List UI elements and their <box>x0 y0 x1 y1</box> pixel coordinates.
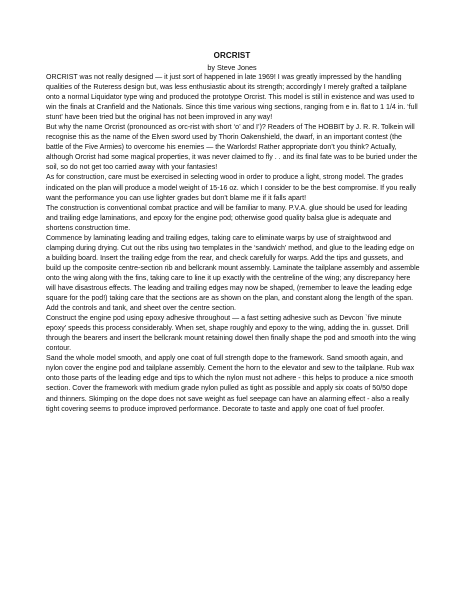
document-title: ORCRIST <box>213 51 251 60</box>
document-body <box>46 73 420 415</box>
paragraph-wing-assembly: Commence by laminating leading and trailing edges, taking care to eliminate warps by use of straightwood and clamping during drying. Cut out the ribs using two templates in the ‘sandwich’ method, and glue to the leading edge on a building board. Insert the trailing edge from the rear, and check carefully for warps. Add the tips and gussets, and build up the composite centre-section rib and bellcrank mount assembly. Laminate the tailplane assembly and assemble onto the wing along with the fins, taking care to line it up exactly with the centreline of the wing; any discrepancy here will have disastrous effects. The leading and trailing edges may now be shaped, (remember to leave the leading edge square for the pod!) taking care that the sections are as shown on the plan, and constant along the length of the span. Add the controls and tank, and sheet over the centre section. <box>46 234 420 313</box>
document-author: by Steve Jones <box>207 63 257 72</box>
paragraph-wood-selection: As for construction, care must be exercised in selecting wood in order to produce a light, strong model. The grades indicated on the plan will produce a model weight of 15-16 oz. which I consider to be the best compromise. If you really want the performance you can use lighter grades but don’t blame me if it falls apart! <box>46 174 417 202</box>
paragraph-engine-pod: Construct the engine pod using epoxy adhesive throughout — a fast setting adhesive such as Devcon `five minute epoxy’ speeds this process considerably. When set, shape roughly and epoxy to the wing, adding the in. gusset. Drill through the bearers and insert the bellcrank mount retaining dowel then finally shape the pod and smooth into the wing contour. <box>46 315 416 353</box>
paragraph-intro: ORCRIST was not really designed — it just sort of happened in late 1969! I was greatly impressed by the handling qualities of the Ruteress design but, was less enthusiastic about its strength; accordingly I merely grafted a tailplane onto a normal Liquidator type wing and produced the prototype Orcrist. This model is still in existence and was used to win the finals at Cranfield and the Nationals. Since this time various wing sections, ranging from e in. flat to 1 1/4 in. ‘full stunt’ have been tried but the original has not been improved in any way! <box>46 74 418 122</box>
paragraph-name-origin: But why the name Orcrist (pronounced as orc-rist with short ‘o’ and I’)? Readers of The HOBBIT by J. R. R. Tolkein will recognise this as the name of the Elven sword used by Thorin Oakenshield, the dwarf, in an important contest (the battle of the Five Armies) to overcome his enemies — the Warlords! Rather appropriate don’t you think? Actually, although Orcrist had some magical properties, it was never claimed to fly . . and its final fate was to be buried under the soil, so do not get too carried away with your fantasies! <box>46 124 418 172</box>
paragraph-construction: The construction is conventional combat practice and will be familiar to many. P.V.A. glue should be used for leading and trailing edge laminations, and epoxy for the engine pod; otherwise good quality balsa glue is adequate and shortens construction time. <box>46 204 408 232</box>
paragraph-finishing: Sand the whole model smooth, and apply one coat of full strength dope to the framework. Sand smooth again, and nylon cover the engine pod and tailplane assembly. Cement the horn to the elevator and sew to the tailplane. Rub wax onto those parts of the leading edge and tips to which the nylon must not adhere - this helps to produce a nice smooth section. Cover the framework with medium grade nylon pulled as tight as possible and apply six coats of 50/50 dope and thinners. Skimping on the dope does not save weight as fuel seepage can have an alarming effect - also a really tight covering seems to produce improved performance. Decorate to taste and apply one coat of fuel proofer. <box>46 355 415 413</box>
